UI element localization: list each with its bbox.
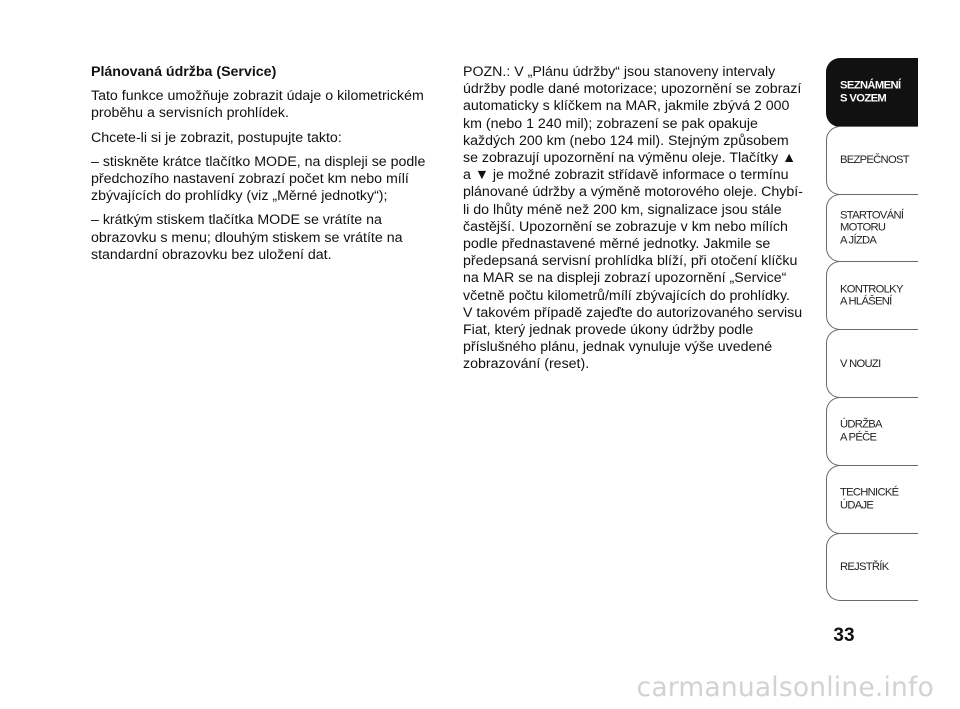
tab-label: BEZPEČNOST — [840, 153, 909, 166]
section-heading: Plánovaná údržba (Service) — [91, 64, 277, 80]
left-column — [91, 64, 434, 271]
intro-paragraph: Tato funkce umožňuje zobrazit údaje o kilometrickém proběhu a servisních prohlídek. — [91, 88, 424, 122]
watermark: carmanualsonline.info — [636, 672, 934, 703]
page-number: 33 — [833, 625, 855, 646]
tab-udrzba[interactable] — [826, 397, 918, 466]
right-column — [463, 64, 803, 374]
tab-startovani-motoru[interactable] — [826, 194, 918, 263]
tab-bezpecnost[interactable] — [826, 126, 918, 195]
tab-label: TECHNICKÉ ÚDAJE — [840, 486, 899, 512]
tab-technicke-udaje[interactable] — [826, 465, 918, 534]
tab-seznameni-s-vozem[interactable] — [826, 58, 918, 127]
instruction-paragraph: Chcete-li si je zobrazit, postupujte takto: — [91, 129, 342, 146]
tab-rejstrik[interactable] — [826, 533, 918, 602]
tab-label: SEZNÁMENÍ S VOZEM — [840, 79, 901, 105]
note-paragraph: POZN.: V „Plánu údržby“ jsou stanoveny intervaly údržby podle dané motorizace; upozornění se zobrazí automaticky s klíčkem na MAR, jakmile zbývá 2 000 km (nebo 1 240 mil); zobrazení se pak opakuje každých 200 km (nebo 124 mil). Stejným způsobem se zobrazují upozornění na výměnu oleje. Tlačítky ▲ a ▼ je možné zobrazit střídavě informace o termínu plánované údržby a výměně motorového oleje. Chybí-li do lhůty méně než 200 km, signalizace jsou stále častější. Upozornění se zobrazuje v km nebo mílích podle přednastavené měrné jednotky. Jakmile se předepsaná servisní prohlídka blíží, při otočení klíčku na MAR se na displeji zobrazí upozornění „Service“ včetně počtu kilometrů/mílí zbývajících do prohlídky. V takovém případě zajeďte do autorizovaného servisu Fiat, který jednak provede úkony údržby podle příslušného plánu, jednak vynuluje výše uvedené zobrazování (reset). — [463, 64, 803, 373]
tab-kontrolky[interactable] — [826, 261, 918, 330]
step-return: – krátkým stiskem tlačítka MODE se vrátíte na obrazovku s menu; dlouhým stiskem se vrátíte na standardní obrazovku bez uložení dat. — [91, 212, 403, 263]
tab-v-nouzi[interactable] — [826, 329, 918, 398]
chapter-tabs — [826, 58, 918, 600]
tab-label: REJSTŘÍK — [840, 560, 889, 573]
tab-label: KONTROLKY A HLÁŠENÍ — [840, 283, 903, 308]
tab-label: STARTOVÁNÍ MOTORU A JÍZDA — [840, 209, 904, 247]
step-short-press: – stiskněte krátce tlačítko MODE, na displeji se podle předchozího nastavení zobrazí počet km nebo mílí zbývajících do prohlídky (viz „Měrné jednotky“); — [91, 153, 426, 205]
tab-label: ÚDRŽBA A PÉČE — [840, 418, 882, 444]
tab-label: V NOUZI — [840, 357, 881, 370]
